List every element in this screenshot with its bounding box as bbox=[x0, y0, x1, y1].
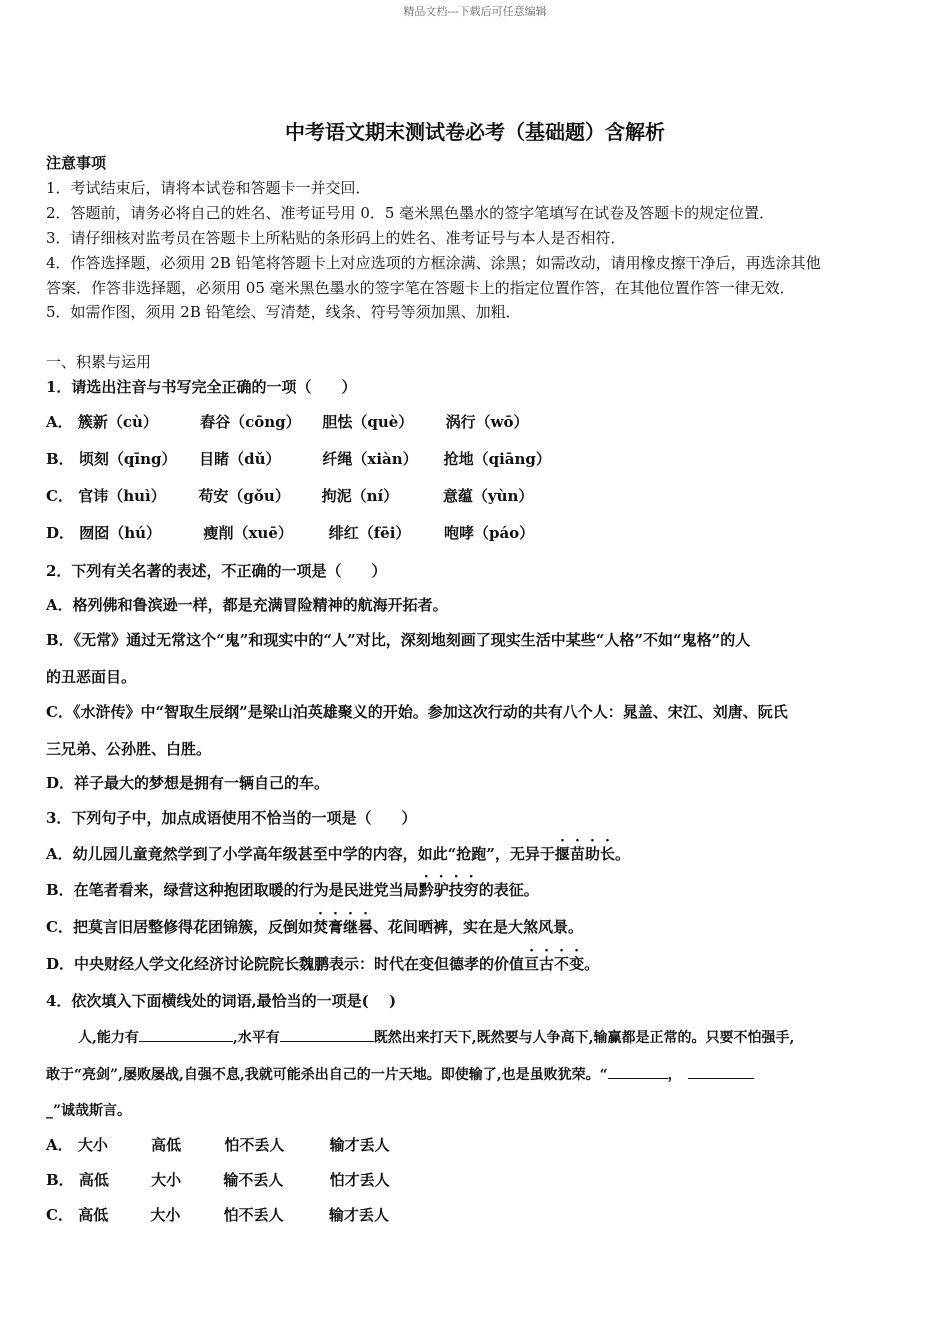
option-item: 涡行（wō） bbox=[445, 413, 529, 431]
q4-passage-line bbox=[46, 1064, 754, 1085]
option-label: C． bbox=[46, 487, 73, 505]
option-item: 瘦削（xuē） bbox=[203, 524, 293, 542]
option-item: 囫囵（hú） bbox=[79, 524, 162, 542]
dotted-idiom bbox=[419, 881, 479, 899]
sentence-text: 。 bbox=[614, 845, 630, 863]
sentence-text: A．幼儿园儿童竟然学到了小学高年级甚至中学的内容，如此“抢跑”，无异于 bbox=[46, 845, 555, 863]
q1-option-b bbox=[46, 449, 551, 469]
emphasis-char: 亘 bbox=[524, 955, 540, 973]
option-item: 抢地（qiāng） bbox=[443, 450, 551, 468]
dotted-idiom bbox=[524, 955, 584, 973]
emphasis-char: 助 bbox=[584, 845, 600, 863]
q1-option-c bbox=[46, 486, 533, 506]
emphasis-char: 晷 bbox=[358, 918, 374, 936]
emphasis-char: 焚 bbox=[312, 918, 328, 936]
q2-option-b-cont: 的丑恶面目。 bbox=[46, 668, 137, 686]
sentence-text: 的表征。 bbox=[478, 881, 539, 899]
q1-stem: 1．请选出注音与书写完全正确的一项（ ） bbox=[46, 378, 357, 396]
option-item: 官讳（huì） bbox=[78, 487, 166, 505]
option-item: 苟安（gǒu） bbox=[198, 487, 290, 505]
dotted-idiom bbox=[313, 918, 373, 936]
emphasis-char: 技 bbox=[448, 881, 464, 899]
option-item: 纤绳（xiàn） bbox=[322, 450, 418, 468]
option-item: 高低 bbox=[78, 1206, 109, 1224]
notice-item: 3．请仔细核对监考员在答题卡上所粘贴的条形码上的姓名、准考证号与本人是否相符． bbox=[46, 229, 626, 247]
passage-text: 既然出来打天下,既然要与人争高下,输赢都是正常的。只要不怕强手, bbox=[373, 1030, 795, 1046]
q2-stem: 2．下列有关名著的表述，不正确的一项是（ ） bbox=[46, 562, 387, 580]
option-item: 拘泥（ní） bbox=[321, 487, 399, 505]
option-label: C． bbox=[46, 1206, 73, 1224]
option-item: 簇新（cù） bbox=[77, 413, 158, 431]
q1-option-d bbox=[46, 523, 534, 543]
notice-item: 4．作答选择题，必须用 2B 铅笔将答题卡上对应选项的方框涂满、涂黑；如需改动，请用橡皮擦干净后，再选涂其他 bbox=[46, 254, 821, 272]
option-item: 高低 bbox=[151, 1136, 182, 1154]
notice-item: 5．如需作图，须用 2B 铅笔绘、写清楚，线条、符号等须加黑、加粗． bbox=[46, 303, 521, 321]
q3-option-c bbox=[46, 917, 583, 937]
option-item: 顷刻（qīng） bbox=[78, 450, 177, 468]
q4-stem: 4．依次填入下面横线处的词语,最恰当的一项是( ) bbox=[46, 992, 397, 1010]
page-header: 精品文档---下载后可任意编辑 bbox=[403, 5, 547, 18]
notice-heading: 注意事项 bbox=[46, 154, 107, 172]
page-title: 中考语文期末测试卷必考（基础题）含解析 bbox=[285, 120, 665, 144]
q4-option-a bbox=[46, 1135, 390, 1155]
q4-passage-line: _”诚哉斯言。 bbox=[46, 1103, 132, 1119]
sentence-text: C．把莫言旧居整修得花团锦簇，反倒如 bbox=[46, 918, 313, 936]
option-label: B． bbox=[46, 1171, 74, 1189]
option-item: 大小 bbox=[77, 1136, 108, 1154]
emphasis-char: 驴 bbox=[433, 881, 449, 899]
q3-option-b bbox=[46, 880, 539, 900]
option-item: 输不丢人 bbox=[223, 1171, 284, 1189]
option-item: 绯红（fēi） bbox=[328, 524, 411, 542]
option-item: 舂谷（cōng） bbox=[200, 413, 301, 431]
emphasis-char: 揠 bbox=[554, 845, 570, 863]
notice-item: 答案．作答非选择题，必须用 05 毫米黑色墨水的签字笔在答题卡上的指定位置作答，在其他位置作答一律无效． bbox=[46, 279, 795, 297]
q2-option-a: A．格列佛和鲁滨逊一样，都是充满冒险精神的航海开拓者。 bbox=[46, 596, 448, 614]
option-item: 目睹（dǔ） bbox=[199, 450, 281, 468]
emphasis-char: 穷 bbox=[463, 881, 479, 899]
q4-passage-line bbox=[78, 1027, 794, 1048]
q3-option-d bbox=[46, 954, 599, 974]
sentence-text: B．在笔者看来，绿营这种抱团取暖的行为是民进党当局 bbox=[46, 881, 419, 899]
option-item: 怕不丢人 bbox=[224, 1136, 285, 1154]
q1-option-a bbox=[46, 412, 529, 432]
option-item: 大小 bbox=[151, 1171, 182, 1189]
q2-option-d: D．祥子最大的梦想是拥有一辆自己的车。 bbox=[46, 774, 330, 792]
option-label: A． bbox=[46, 413, 73, 431]
option-item: 咆哮（páo） bbox=[443, 524, 535, 542]
emphasis-char: 黔 bbox=[418, 881, 434, 899]
sentence-text: 。 bbox=[584, 955, 600, 973]
option-item: 怕不丢人 bbox=[223, 1206, 284, 1224]
option-item: 意蕴（yùn） bbox=[442, 487, 534, 505]
emphasis-char: 古 bbox=[539, 955, 555, 973]
q3-option-a bbox=[46, 844, 630, 864]
option-item: 输才丢人 bbox=[329, 1136, 390, 1154]
option-label: B． bbox=[46, 450, 74, 468]
sentence-text: 、花间晒裤，实在是大煞风景。 bbox=[373, 918, 584, 936]
option-label: A． bbox=[46, 1136, 73, 1154]
notice-item: 2．答题前，请务必将自己的姓名、准考证号用 0．5 毫米黑色墨水的签字笔填写在试卷及答题卡的规定位置． bbox=[46, 204, 775, 222]
option-item: 输才丢人 bbox=[328, 1206, 389, 1224]
option-label: D． bbox=[46, 524, 75, 542]
q2-option-b: B．《无常》通过无常这个“鬼”和现实中的“人”对比，深刻地刻画了现实生活中某些“人格”不如“鬼格”的人 bbox=[46, 631, 751, 649]
option-item: 胆怯（què） bbox=[322, 413, 414, 431]
dotted-idiom bbox=[555, 845, 615, 863]
option-item: 高低 bbox=[78, 1171, 109, 1189]
option-item: 大小 bbox=[150, 1206, 181, 1224]
passage-text: ， bbox=[667, 1067, 682, 1083]
option-item: 怕才丢人 bbox=[329, 1171, 390, 1189]
emphasis-char: 苗 bbox=[569, 845, 585, 863]
sentence-text: D．中央财经人学文化经济讨论院院长魏鹏表示：时代在变但德孝的价值 bbox=[46, 955, 525, 973]
notice-item: 1．考试结束后，请将本试卷和答题卡一并交回． bbox=[46, 179, 371, 197]
answer-blank[interactable] bbox=[139, 1027, 233, 1042]
emphasis-char: 长 bbox=[599, 845, 615, 863]
answer-blank[interactable] bbox=[608, 1064, 668, 1079]
q4-option-b bbox=[46, 1170, 390, 1190]
q2-option-c-cont: 三兄弟、公孙胜、白胜。 bbox=[46, 740, 212, 758]
answer-blank[interactable] bbox=[688, 1064, 754, 1079]
answer-blank[interactable] bbox=[280, 1027, 374, 1042]
passage-text: ,水平有 bbox=[232, 1030, 280, 1046]
passage-text: 人,能力有 bbox=[78, 1030, 139, 1046]
emphasis-char: 变 bbox=[569, 955, 585, 973]
emphasis-char: 不 bbox=[554, 955, 570, 973]
emphasis-char: 膏 bbox=[327, 918, 343, 936]
section-heading: 一、积累与运用 bbox=[46, 353, 152, 371]
q3-stem: 3．下列句子中，加点成语使用不恰当的一项是（ ） bbox=[46, 809, 417, 827]
q2-option-c: C．《水浒传》中“智取生辰纲”是梁山泊英雄聚义的开始。参加这次行动的共有八个人：晁盖、宋江、刘唐、阮氏 bbox=[46, 703, 788, 721]
emphasis-char: 继 bbox=[342, 918, 358, 936]
passage-text: 敢于“亮剑”,屡败屡战,自强不息,我就可能杀出自己的一片天地。即使输了,也是虽败犹荣。“ bbox=[46, 1067, 608, 1083]
q4-option-c bbox=[46, 1205, 389, 1225]
